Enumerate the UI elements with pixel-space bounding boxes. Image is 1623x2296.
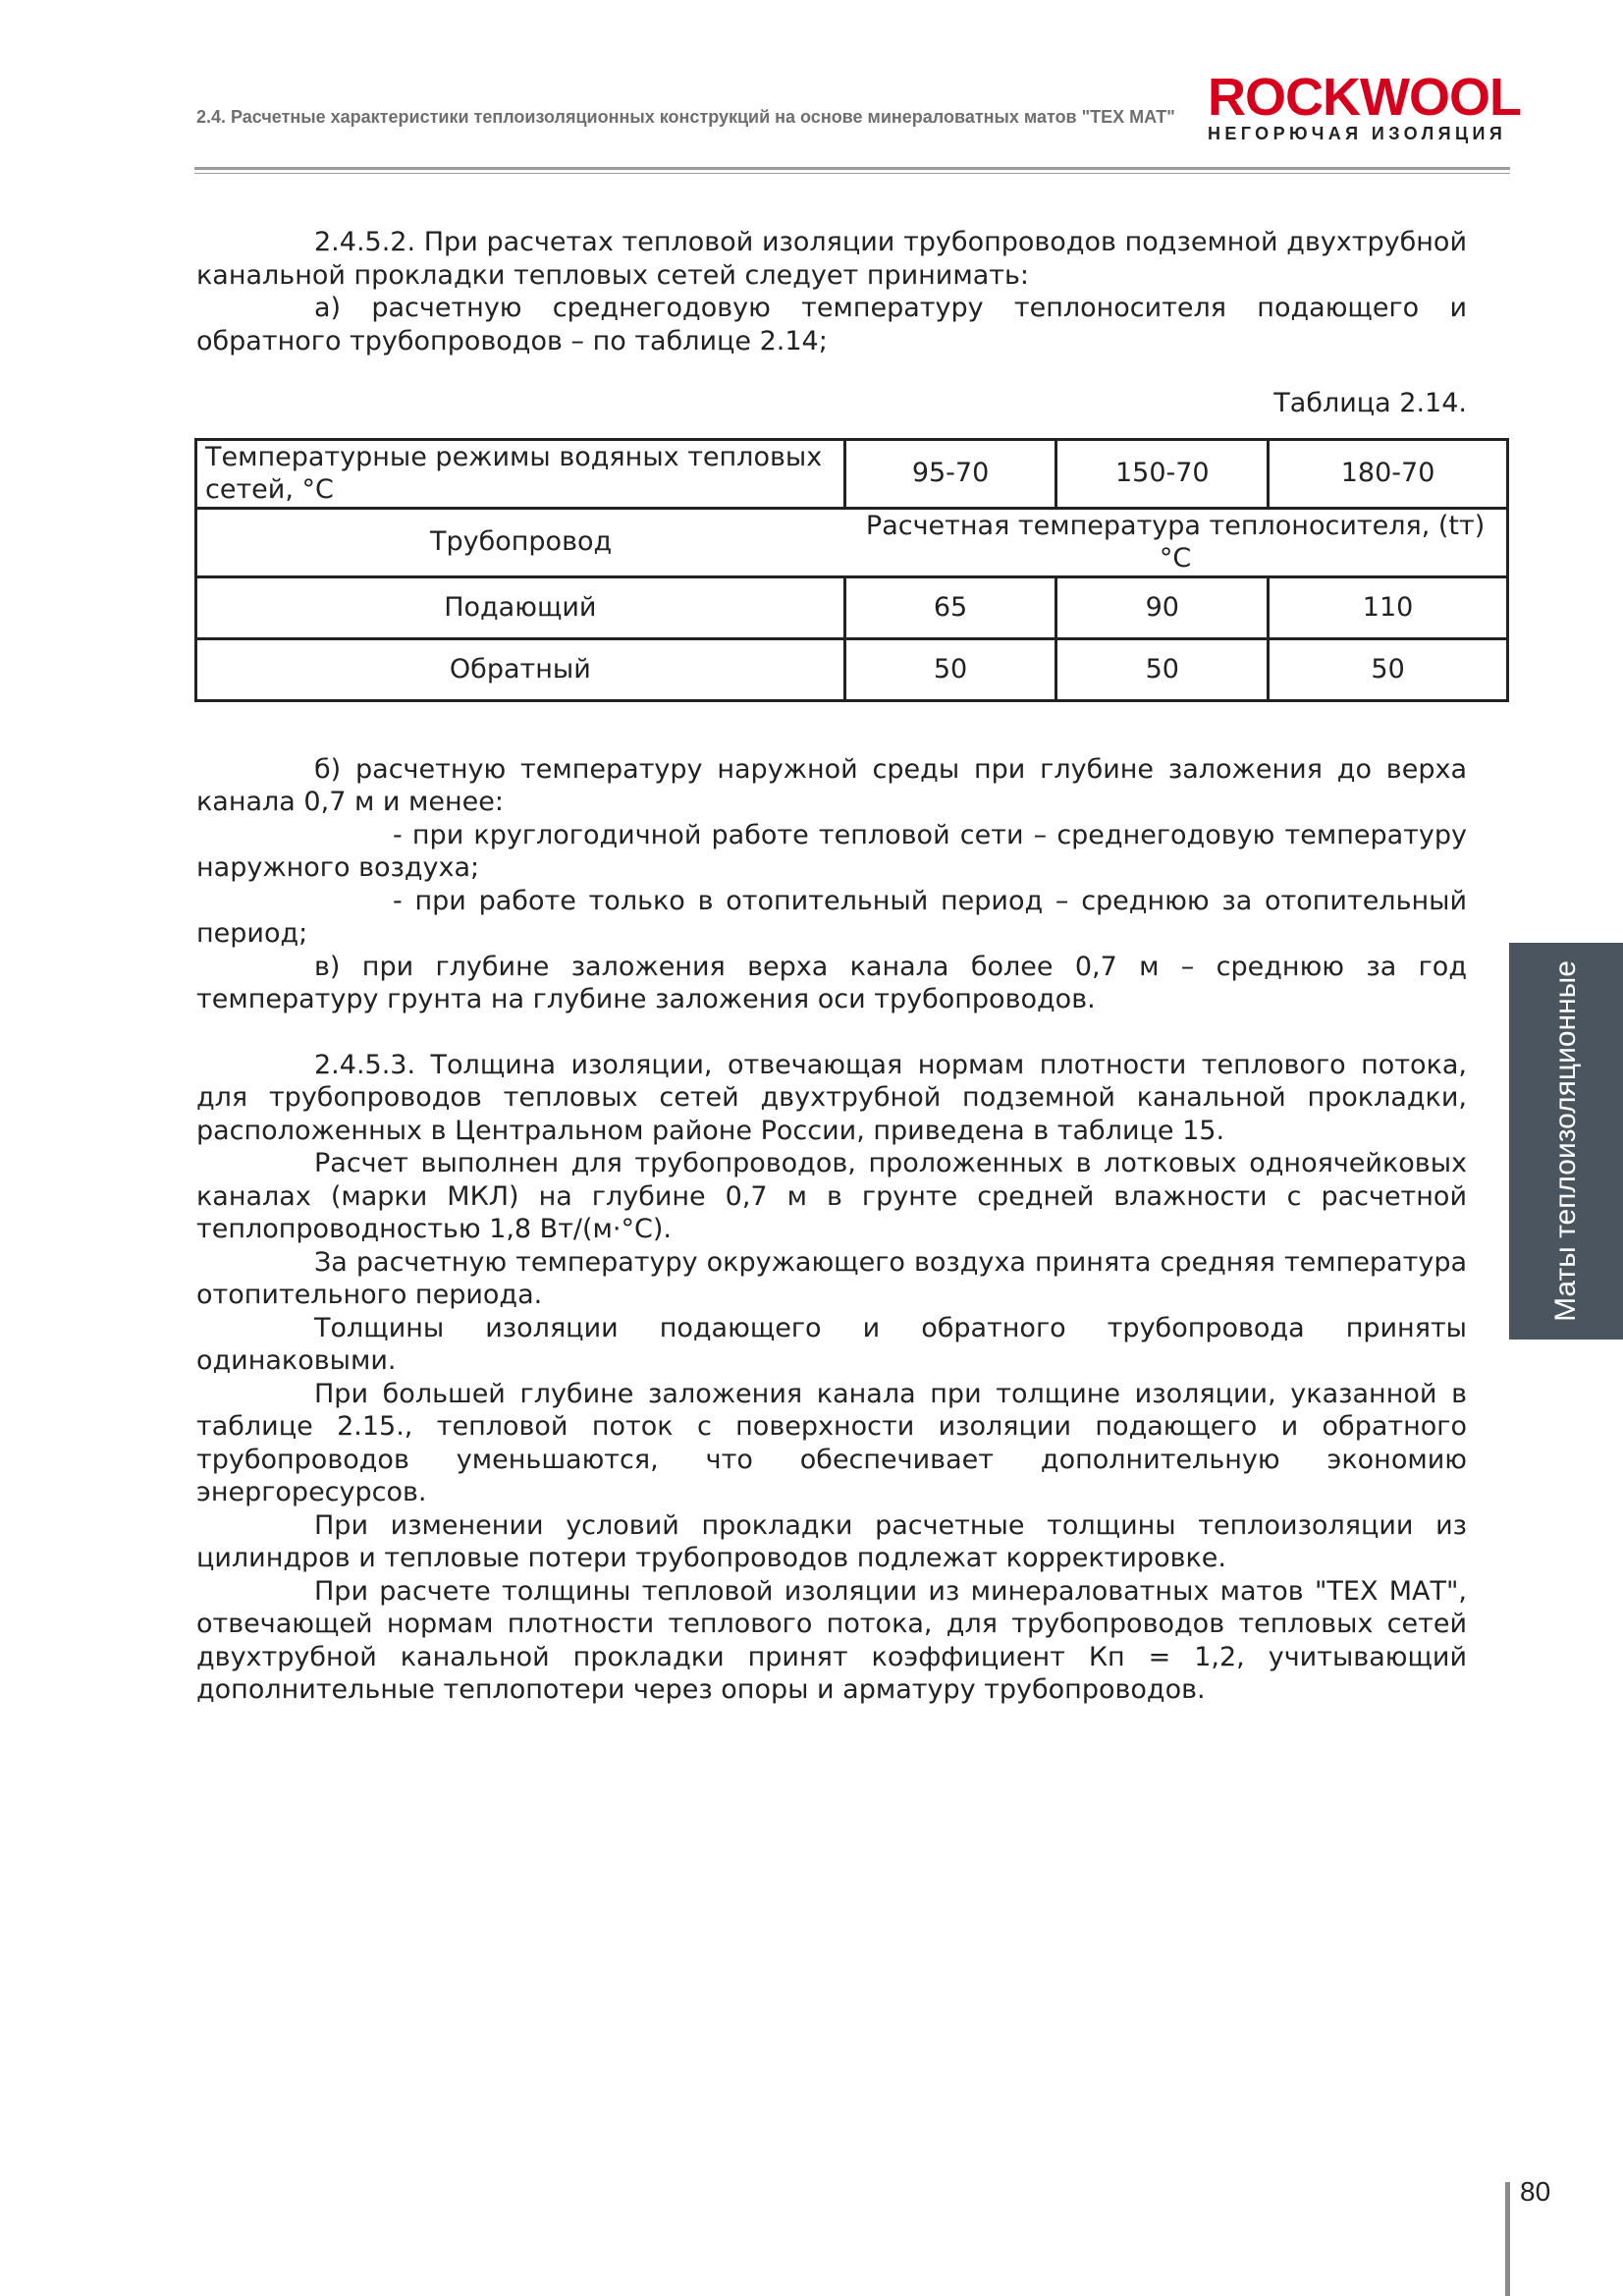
logo-wordmark: ROCKWOOL xyxy=(1208,68,1521,127)
table-cell: 90 xyxy=(1056,576,1269,638)
paragraph-dash-heating: - при работе только в отопительный период – среднюю за отопительный период; xyxy=(196,885,1467,949)
paragraph-calculation: Расчет выполнен для трубопроводов, проложенных в лотковых одноячейковых каналах (марки МКЛ) на глубине 0,7 м в грунте средней влажности с расчетной теплопроводностью 1,8 Вт/(м·°С). xyxy=(196,1148,1467,1244)
section-side-tab xyxy=(1509,943,1623,1339)
table-header-label: Температурные режимы водяных тепловых сетей, °С xyxy=(196,439,845,508)
paragraph-2-4-5-3: 2.4.5.3. Толщина изоляции, отвечающая нормам плотности теплового потока, для трубопроводов тепловых сетей двухтрубной подземной канальной прокладки, расположенных в Центральном районе России, приведена в таблице 15. xyxy=(196,1049,1467,1146)
header-rule-top xyxy=(194,167,1510,170)
paragraph-item-v: в) при глубине заложения верха канала более 0,7 м – среднюю за год температуру грунта на глубине заложения оси трубопроводов. xyxy=(196,951,1467,1014)
table-caption: Таблица 2.14. xyxy=(1273,388,1467,418)
paragraph-correction: При изменении условий прокладки расчетные толщины теплоизоляции из цилиндров и тепловые потери трубопроводов подлежат корректировке. xyxy=(196,1509,1467,1573)
logo-tagline: НЕГОРЮЧАЯ ИЗОЛЯЦИЯ xyxy=(1208,124,1507,143)
page-number-bar xyxy=(1505,2182,1510,2296)
table-col-temp: Расчетная температура теплоносителя, (tт) °С xyxy=(844,508,1507,576)
table-col-pipe: Трубопровод xyxy=(196,508,845,576)
side-tab-label: Маты теплоизоляционные xyxy=(1549,960,1582,1322)
table-cell: 65 xyxy=(844,576,1056,638)
table-mode-cell: 180-70 xyxy=(1269,439,1508,508)
table-row-label: Подающий xyxy=(196,576,845,638)
table-cell: 50 xyxy=(1269,638,1508,700)
table-header-row xyxy=(196,439,1508,508)
table-row-label: Обратный xyxy=(196,638,845,700)
running-header: 2.4. Расчетные характеристики теплоизоляционных конструкций на основе минераловатных матов "ТЕХ МАТ" xyxy=(196,107,1175,127)
paragraph-item-b: б) расчетную температуру наружной среды при глубине заложения до верха канала 0,7 м и менее: xyxy=(196,753,1467,817)
document-body xyxy=(196,226,1486,1707)
paragraph-item-a: а) расчетную среднегодовую температуру теплоносителя подающего и обратного трубопроводов – по таблице 2.14; xyxy=(196,293,1467,356)
paragraph-equal-thickness: Толщины изоляции подающего и обратного трубопровода приняты одинаковыми. xyxy=(196,1312,1467,1376)
table-cell: 50 xyxy=(1056,638,1269,700)
paragraph-coefficient: При расчете толщины тепловой изоляции из минераловатных матов "ТЕХ МАТ", отвечающей нормам плотности теплового потока, для трубопроводов тепловых сетей двухтрубной канальной прокладки принят коэффициент Кп = 1,2, учитывающий дополнительные теплопотери через опоры и арматуру трубопроводов. xyxy=(196,1575,1467,1705)
table-row xyxy=(196,638,1508,700)
header-rule-bottom xyxy=(194,173,1510,174)
table-cell: 110 xyxy=(1269,576,1508,638)
page-number: 80 xyxy=(1520,2176,1551,2207)
table-subheader-row xyxy=(196,508,1508,576)
paragraph-greater-depth: При большей глубине заложения канала при толщине изоляции, указанной в таблице 2.15., тепловой поток с поверхности изоляции подающего и обратного трубопроводов уменьшаются, что обеспечивает дополнительную экономию энергоресурсов. xyxy=(196,1378,1467,1507)
paragraph-air-temp: За расчетную температуру окружающего воздуха принята средняя температура отопительного периода. xyxy=(196,1246,1467,1310)
temperature-table xyxy=(194,438,1509,702)
paragraph-2-4-5-2: 2.4.5.2. При расчетах тепловой изоляции трубопроводов подземной двухтрубной канальной прокладки тепловых сетей следует принимать: xyxy=(196,227,1467,291)
table-cell: 50 xyxy=(844,638,1056,700)
table-mode-cell: 95-70 xyxy=(844,439,1056,508)
table-row xyxy=(196,576,1508,638)
paragraph-dash-year-round: - при круглогодичной работе тепловой сети – среднегодовую температуру наружного воздуха; xyxy=(196,819,1467,883)
rockwool-logo xyxy=(1208,68,1521,144)
table-mode-cell: 150-70 xyxy=(1056,439,1269,508)
